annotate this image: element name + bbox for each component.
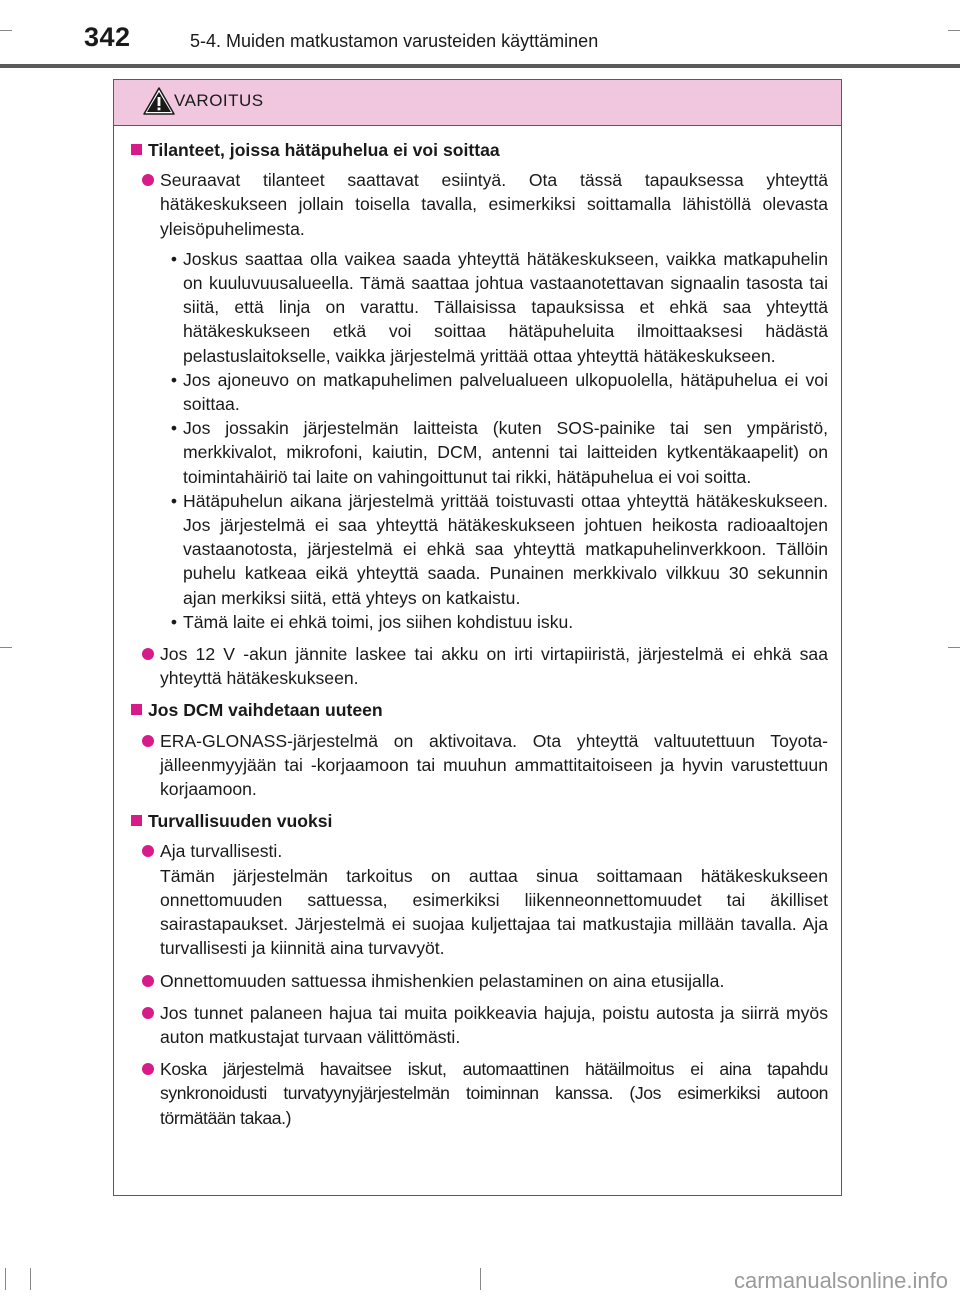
list-item-paragraph: Tämän järjestelmän tarkoitus on auttaa sinua soittamaan hätäkeskukseen onnettomuuden sattuessa, esimerkiksi liikenneonnettomuudet tai äkilliset sairastapaukset. Järjestelmä ei suojaa kuljettajaa tai matkustajia millään tavalla. Aja turvallisesti ja kiinnitä aina turvavyöt.	[160, 865, 828, 959]
round-bullet-icon	[142, 1007, 154, 1019]
section-heading	[131, 698, 828, 722]
warning-triangle-icon	[142, 86, 176, 116]
square-bullet-icon	[131, 144, 142, 155]
sub-list-item-text: Hätäpuhelun aikana järjestelmä yrittää toistuvasti ottaa yhteyttä hätäkeskukseen. Jos järjestelmä ei saa yhteyttä hätäkeskukseen johtuen heikosta radioaaltojen vastaanotosta, järjestelmä ei ehkä saa yhteyttä matkapuhelinverkkoon. Tällöin puhelu katkeaa eikä yhteyttä saada. Punainen merkkivalo vilkkuu 30 sekunnin ajan merkiksi siitä, että yhteys on katkaistu.	[183, 490, 828, 608]
crop-mark	[0, 647, 12, 648]
list-item	[131, 1057, 828, 1130]
list-item-text	[160, 969, 828, 993]
sub-list-item	[165, 416, 828, 489]
section-heading-text: Jos DCM vaihdetaan uuteen	[148, 700, 383, 721]
list-item	[131, 642, 828, 690]
list-item-paragraph: Koska järjestelmä havaitsee iskut, automaattinen hätäilmoitus ei aina tapahdu synkronoidusti turvatyynyjärjestelmän toiminnan kanssa. (Jos esimerkiksi autoon törmätään takaa.)	[160, 1059, 828, 1128]
list-item-text	[160, 168, 828, 241]
section-heading-text: Tilanteet, joissa hätäpuhelua ei voi soittaa	[148, 140, 500, 160]
section-heading	[131, 809, 828, 833]
sub-list-item	[165, 610, 828, 634]
header-rule	[0, 64, 960, 68]
sub-list-item	[165, 247, 828, 368]
round-bullet-icon	[142, 648, 154, 660]
crop-mark	[948, 30, 960, 31]
list-item-paragraph: Seuraavat tilanteet saattavat esiintyä. Ota tässä tapauksessa yhteyttä hätäkeskukseen jollain toisella tavalla, esimerkiksi soittamalla lähistöllä olevasta yleisöpuhelimesta.	[160, 170, 828, 239]
crop-mark	[5, 1268, 6, 1290]
round-bullet-icon	[142, 174, 154, 186]
crop-mark	[0, 30, 12, 31]
round-bullet-icon	[142, 735, 154, 747]
list-item-paragraph: Onnettomuuden sattuessa ihmishenkien pelastaminen on aina etusijalla.	[160, 970, 725, 991]
list-item-text	[160, 839, 828, 960]
warning-box	[113, 79, 842, 1196]
bullet-icon: •	[170, 248, 178, 269]
round-bullet-icon	[142, 845, 154, 857]
sub-list-item-text: Tämä laite ei ehkä toimi, jos siihen kohdistuu isku.	[183, 611, 574, 632]
crop-mark	[480, 1268, 481, 1290]
square-bullet-icon	[131, 815, 142, 826]
list-item-lead: Aja turvallisesti.	[160, 841, 283, 862]
sub-list-item-text: Joskus saattaa olla vaikea saada yhteyttä hätäkeskukseen, vaikka matkapuhelin on kuuluvuusalueella. Tämä saattaa johtua vastaanotettavan signaalin tasosta tai siitä, että linja on varattu. Tällaisissa tapauksissa et ehkä saa yhteyttä hätäkeskukseen etkä voi soittaa hätäpuheluita ilmoittaaksesi hädästä pelastuslaitokselle, vaikka järjestelmä yrittää ottaa yhteyttä hätäkeskukseen.	[183, 248, 828, 366]
round-bullet-icon	[142, 1063, 154, 1075]
sub-list-item	[165, 489, 828, 610]
list-item-text	[160, 1001, 828, 1049]
round-bullet-icon	[142, 975, 154, 987]
list-item	[131, 729, 828, 802]
list-item-text	[160, 642, 828, 690]
square-bullet-icon	[131, 704, 142, 715]
sub-list-item-text: Jos ajoneuvo on matkapuhelimen palvelualueen ulkopuolella, hätäpuhelua ei voi soittaa.	[183, 369, 828, 415]
list-item-paragraph: ERA-GLONASS-järjestelmä on aktivoitava. Ota yhteyttä valtuutettuun Toyota-jälleenmyyjään tai -korjaamoon tai muuhun ammattitaitoiseen ja hyvin varustettuun korjaamoon.	[160, 730, 828, 800]
bullet-icon: •	[170, 611, 178, 632]
bullet-icon: •	[170, 490, 178, 511]
crop-mark	[948, 647, 960, 648]
warning-header	[114, 80, 841, 126]
page-number: 342	[84, 22, 131, 52]
section-title: 5-4. Muiden matkustamon varusteiden käyttäminen	[190, 31, 599, 51]
warning-title: VAROITUS	[174, 91, 264, 110]
list-item-paragraph: Jos tunnet palaneen hajua tai muita poikkeavia hajuja, poistu autosta ja siirrä myös auton matkustajat turvaan välittömästi.	[160, 1002, 828, 1047]
bullet-icon: •	[170, 418, 178, 439]
sub-list-item-text: Jos jossakin järjestelmän laitteista (kuten SOS-painike tai sen ympäristö, merkkivalot, mikrofoni, kaiutin, DCM, antenni tai laitteiden kytkentäkaapelit) on toimintahäiriö tai laite on vahingoittunut tai rikki, hätäpuhelua ei voi soitta.	[183, 418, 828, 487]
list-item	[131, 168, 828, 241]
list-item-text	[160, 729, 828, 802]
sub-list-item	[165, 368, 828, 416]
bullet-icon: •	[170, 369, 178, 390]
warning-body	[114, 126, 841, 1130]
sub-list	[165, 247, 828, 634]
list-item-text	[160, 1057, 828, 1130]
list-item	[131, 1001, 828, 1049]
section-heading-text: Turvallisuuden vuoksi	[148, 811, 333, 832]
crop-mark	[30, 1268, 31, 1290]
list-item	[131, 839, 828, 960]
section-heading	[131, 138, 828, 162]
list-item	[131, 969, 828, 993]
watermark: carmanualsonline.info	[733, 1268, 948, 1293]
list-item-paragraph: Jos 12 V -akun jännite laskee tai akku on irti virtapiiristä, järjestelmä ei ehkä saa yhteyttä hätäkeskukseen.	[160, 644, 828, 689]
